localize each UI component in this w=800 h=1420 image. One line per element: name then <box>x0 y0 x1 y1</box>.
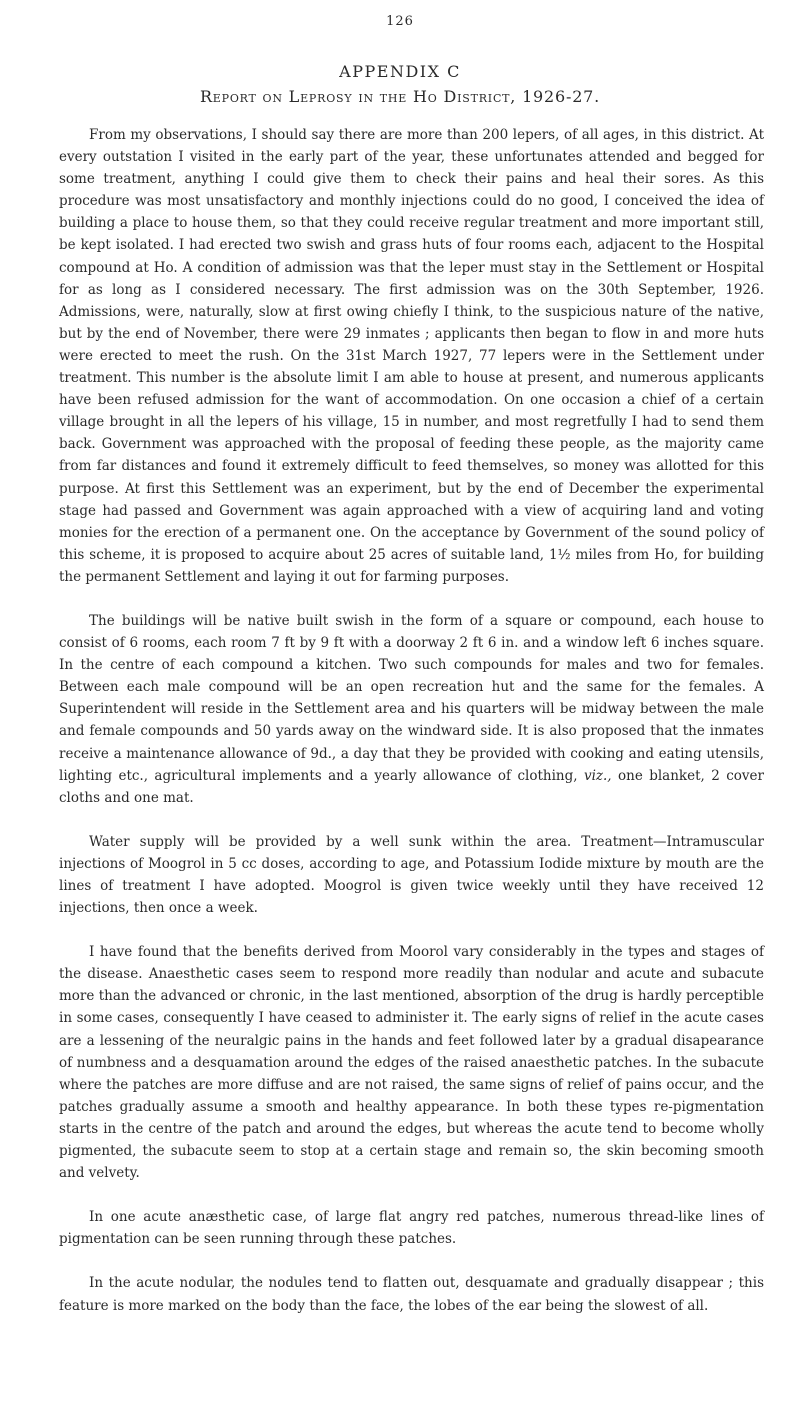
paragraph-observations: From my observations, I should say there are more than 200 lepers, of all ages, in this district. At every outstation I visited in the early part of the year, these unfortunates attended and begged for some treatment, anything I could give them to check their pains and heal their sores. As this procedure was most unsatisfactory and monthly injections could do no good, I conceived the idea of building a place to house them, so that they could receive regular treatment and more important still, be kept isolated. I had erected two swish and grass huts of four rooms each, adjacent to the Hospital compound at Ho. A condition of admission was that the leper must stay in the Settlement or Hospital for as long as I considered necessary. The first admission was on the 30th September, 1926. Admissions, were, naturally, slow at first owing chiefly I think, to the suspicious nature of the native, but by the end of November, there were 29 inmates ; applicants then began to flow in and more huts were erected to meet the rush. On the 31st March 1927, 77 lepers were in the Settlement under treatment. This number is the absolute limit I am able to house at present, and numerous applicants have been refused admission for the want of accommodation. On one occasion a chief of a certain village brought in all the lepers of his village, 15 in number, and most regretfully I had to send them back. Government was approached with the proposal of feeding these people, as the majority came from far distances and found it extremely difficult to feed themselves, so money was allotted for this purpose. At first this Settlement was an experiment, but by the end of December the experimental stage had passed and Government was again approached with a view of acquiring land and voting monies for the erection of a permanent one. On the acceptance by Government of the sound policy of this scheme, it is proposed to acquire about 25 acres of suitable land, 1½ miles from Ho, for building the permanent Settlement and laying it out for farming purposes. <box>59 127 764 585</box>
appendix-heading: APPENDIX C <box>339 62 461 81</box>
paragraph-buildings-text: The buildings will be native built swish in the form of a square or compound, each house to consist of 6 rooms, each room 7 ft by 9 ft with a doorway 2 ft 6 in. and a window left 6 inches square. In the centre of each compound a kitchen. Two such compounds for males and two for females. Between each male compound will be an open recreation hut and the same for the females. A Superintendent will reside in the Settlement area and his quarters will be midway between the male and female compounds and 50 yards away on the windward side. It is also proposed that the inmates receive a maintenance allowance of 9d., a day that they be provided with cooking and eating utensils, lighting etc., agricultural implements and a yearly allowance of clothing, <box>59 612 764 784</box>
paragraph-acute-nodular: In the acute nodular, the nodules tend to flatten out, desquamate and gradually disappear ; this feature is more marked on the body than the face, the lobes of the ear being the slowest of all. <box>59 1275 764 1314</box>
page-number: 126 <box>386 14 414 29</box>
paragraph-buildings <box>59 610 764 809</box>
paragraph-anaesthetic-case: In one acute anæsthetic case, of large flat angry red patches, numerous thread-like lines of pigmentation can be seen running through these patches. <box>59 1209 764 1248</box>
paragraph-buildings-tail: one blanket, 2 cover cloths and one mat. <box>59 767 764 806</box>
report-title: Report on Leprosy in the Ho District, 1926-27. <box>199 87 601 106</box>
paragraph-buildings-italic: viz., <box>583 767 612 784</box>
report-body <box>59 124 764 1317</box>
paragraph-water-treatment: Water supply will be provided by a well sunk within the area. Treatment—Intramuscular injections of Moogrol in 5 cc doses, according to age, and Potassium Iodide mixture by mouth are the lines of treatment I have adopted. Moogrol is given twice weekly until they have received 12 injections, then once a week. <box>59 833 764 917</box>
paragraph-benefits: I have found that the benefits derived from Moorol vary considerably in the types and stages of the disease. Anaesthetic cases seem to respond more readily than nodular and acute and subacute more than the advanced or chronic, in the last mentioned, absorption of the drug is hardly perceptible in some cases, consequently I have ceased to administer it. The early signs of relief in the acute cases are a lessening of the neuralgic pains in the hands and feet followed later by a gradual disapearance of numbness and a desquamation around the edges of the raised anaesthetic patches. In the subacute where the patches are more diffuse and are not raised, the same signs of relief of pains occur, and the patches gradually assume a smooth and healthy appearance. In both these types re-pigmentation starts in the centre of the patch and around the edges, but whereas the acute tend to become wholly pigmented, the subacute seem to stop at a certain stage and remain so, the skin becoming smooth and velvety. <box>59 944 764 1182</box>
